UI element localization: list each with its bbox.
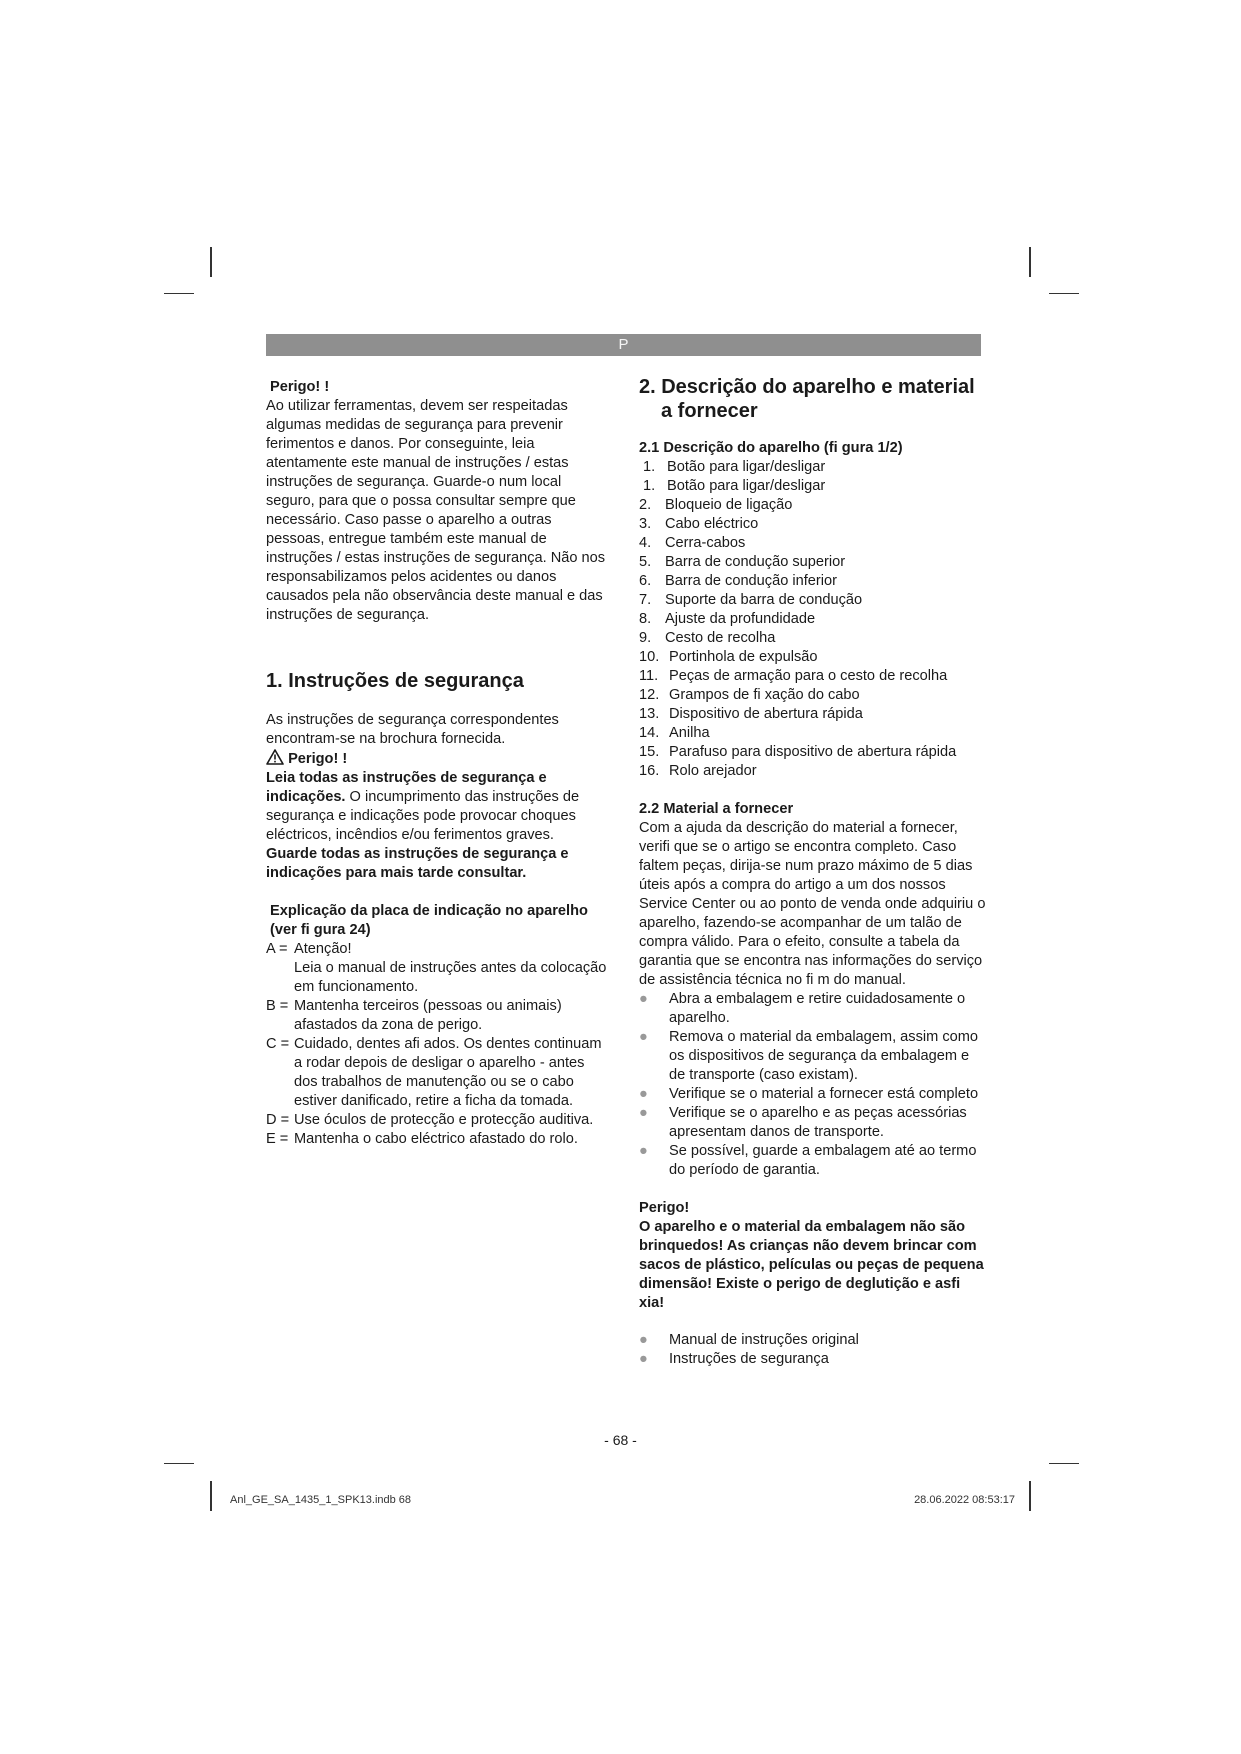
plate-title: Explicação da placa de indicação no aparelho (ver fi gura 24): [270, 903, 588, 938]
plate-item: B = Mantenha terceiros (pessoas ou animais) afastados da zona de perigo.: [266, 998, 562, 1033]
list-item: 13. Dispositivo de abertura rápida: [639, 706, 863, 722]
list-item: 10. Portinhola de expulsão: [639, 649, 818, 665]
list-item: 1. Botão para ligar/desligar: [643, 478, 826, 494]
bullet-icon: ●: [639, 1143, 648, 1159]
section-1-keep: Guarde todas as instruções de segurança e indicações para mais tarde consultar.: [266, 846, 569, 881]
parts-list: [639, 458, 989, 781]
warning-triangle-icon: [266, 749, 284, 765]
footer-file: Anl_GE_SA_1435_1_SPK13.indb 68: [230, 1494, 412, 1506]
crop-mark: [1049, 1463, 1079, 1464]
list-item: 6. Barra de condução inferior: [639, 573, 837, 589]
list-item: 2. Bloqueio de ligação: [639, 497, 793, 513]
crop-mark: [1049, 293, 1079, 294]
danger-title: Perigo!: [639, 1200, 690, 1216]
list-item: ● Verifique se o aparelho e as peças acessórias apresentam danos de transporte.: [639, 1105, 967, 1140]
intro-text: Ao utilizar ferramentas, devem ser respeitadas algumas medidas de segurança para prevenir ferimentos e danos. Por conseguinte, leia atentamente este manual de instruções / estas instruções de segurança. Guarde-o num local seguro, para que o possa consultar sempre que necessário. Caso passe o aparelho a outras pessoas, entregue também este manual de instruções / estas instruções de segurança. Não nos responsabilizamos pelos acidentes ou danos causados pela não observância deste manual e das instruções de segurança.: [266, 398, 606, 623]
bullet-icon: ●: [639, 1105, 648, 1121]
crop-mark: [210, 247, 212, 277]
list-item: ● Remova o material da embalagem, assim como os dispositivos de segurança da embalagem e de transporte (caso existam).: [639, 1029, 979, 1083]
section-1-text: As instruções de segurança correspondentes encontram-se na brochura fornecida.: [266, 712, 559, 747]
plate-item: E = Mantenha o cabo eléctrico afastado do rolo.: [266, 1131, 578, 1147]
footer-datetime: 28.06.2022 08:53:17: [914, 1494, 1015, 1506]
intro-danger-title: Perigo! !: [270, 379, 330, 395]
language-header-bar: [266, 334, 981, 356]
danger-text: O aparelho e o material da embalagem não são brinquedos! As crianças não devem brincar com sacos de plástico, películas ou peças de pequena dimensão! Existe o perigo de deglutição e asfi xia!: [639, 1219, 984, 1311]
warning-label: Perigo! !: [288, 751, 348, 767]
plate-item: A = Atenção!: [266, 941, 352, 957]
section-1-read-all: [266, 769, 611, 845]
list-item: 12. Grampos de fi xação do cabo: [639, 687, 860, 703]
list-item: 4. Cerra-cabos: [639, 535, 746, 551]
contents-list: [639, 1331, 989, 1369]
section-2-2-title: 2.2 Material a fornecer: [639, 801, 794, 817]
plate-item: Leia o manual de instruções antes da colocação em funcionamento.: [294, 960, 607, 995]
language-code: P: [618, 336, 629, 353]
bullet-icon: ●: [639, 991, 648, 1007]
crop-mark: [164, 293, 194, 294]
list-item: ● Manual de instruções original: [639, 1332, 859, 1348]
list-item: ● Verifique se o material a fornecer está completo: [639, 1086, 979, 1102]
list-item: 3. Cabo eléctrico: [639, 516, 759, 532]
crop-mark: [210, 1481, 212, 1511]
plate-item: D = Use óculos de protecção e protecção auditiva.: [266, 1112, 594, 1128]
bullet-icon: ●: [639, 1332, 648, 1348]
bullet-icon: ●: [639, 1086, 648, 1102]
list-item: 11. Peças de armação para o cesto de recolha: [639, 668, 948, 684]
section-2-title: 2. Descrição do aparelho e material a fornecer: [639, 376, 975, 422]
read-all-bold: Leia todas as instruções de segurança e indicações.: [266, 770, 547, 805]
list-item: 9. Cesto de recolha: [639, 630, 776, 646]
read-all-rest: O incumprimento das instruções de segurança e indicações pode provocar choques eléctricos, incêndios e/ou ferimentos graves.: [266, 789, 580, 843]
list-item: 14. Anilha: [639, 725, 710, 741]
crop-mark: [1029, 1481, 1031, 1511]
unpacking-list: [639, 990, 989, 1180]
bullet-icon: ●: [639, 1029, 648, 1045]
page-number: - 68 -: [604, 1432, 637, 1448]
right-column: [639, 375, 989, 1369]
left-column: [266, 378, 611, 1149]
list-item: 5. Barra de condução superior: [639, 554, 846, 570]
list-item: ● Abra a embalagem e retire cuidadosamente o aparelho.: [639, 991, 966, 1026]
section-1-warning: [266, 749, 611, 769]
list-item: 7. Suporte da barra de condução: [639, 592, 863, 608]
plate-item: C = Cuidado, dentes afi ados. Os dentes continuam a rodar depois de desligar o aparelho - antes dos trabalhos de manutenção ou se o cabo estiver danificado, retire a ficha da tomada.: [266, 1036, 602, 1109]
bullet-icon: ●: [639, 1351, 648, 1367]
list-item: 16. Rolo arejador: [639, 763, 757, 779]
crop-mark: [1029, 247, 1031, 277]
section-1-title: 1. Instruções de segurança: [266, 670, 524, 692]
list-item: 15. Parafuso para dispositivo de abertura rápida: [639, 744, 957, 760]
crop-mark: [164, 1463, 194, 1464]
section-2-2-text: Com a ajuda da descrição do material a fornecer, verifi que se o artigo se encontra completo. Caso faltem peças, dirija-se num prazo máximo de 5 dias úteis após a compra do artigo a um dos nossos Service Center ou ao ponto de venda onde adquiriu o aparelho, fazendo-se acompanhar de um talão de compra válido. Para o efeito, consulte a tabela da garantia que se encontra nas informações do serviço de assistência técnica no fi m do manual.: [639, 820, 986, 988]
list-item: ● Instruções de segurança: [639, 1351, 829, 1367]
list-item: 8. Ajuste da profundidade: [639, 611, 816, 627]
section-2-1-title: 2.1 Descrição do aparelho (fi gura 1/2): [639, 440, 903, 456]
list-item: 1. Botão para ligar/desligar: [643, 459, 826, 475]
list-item: ● Se possível, guarde a embalagem até ao termo do período de garantia.: [639, 1143, 977, 1178]
plate-list: [266, 940, 611, 1149]
